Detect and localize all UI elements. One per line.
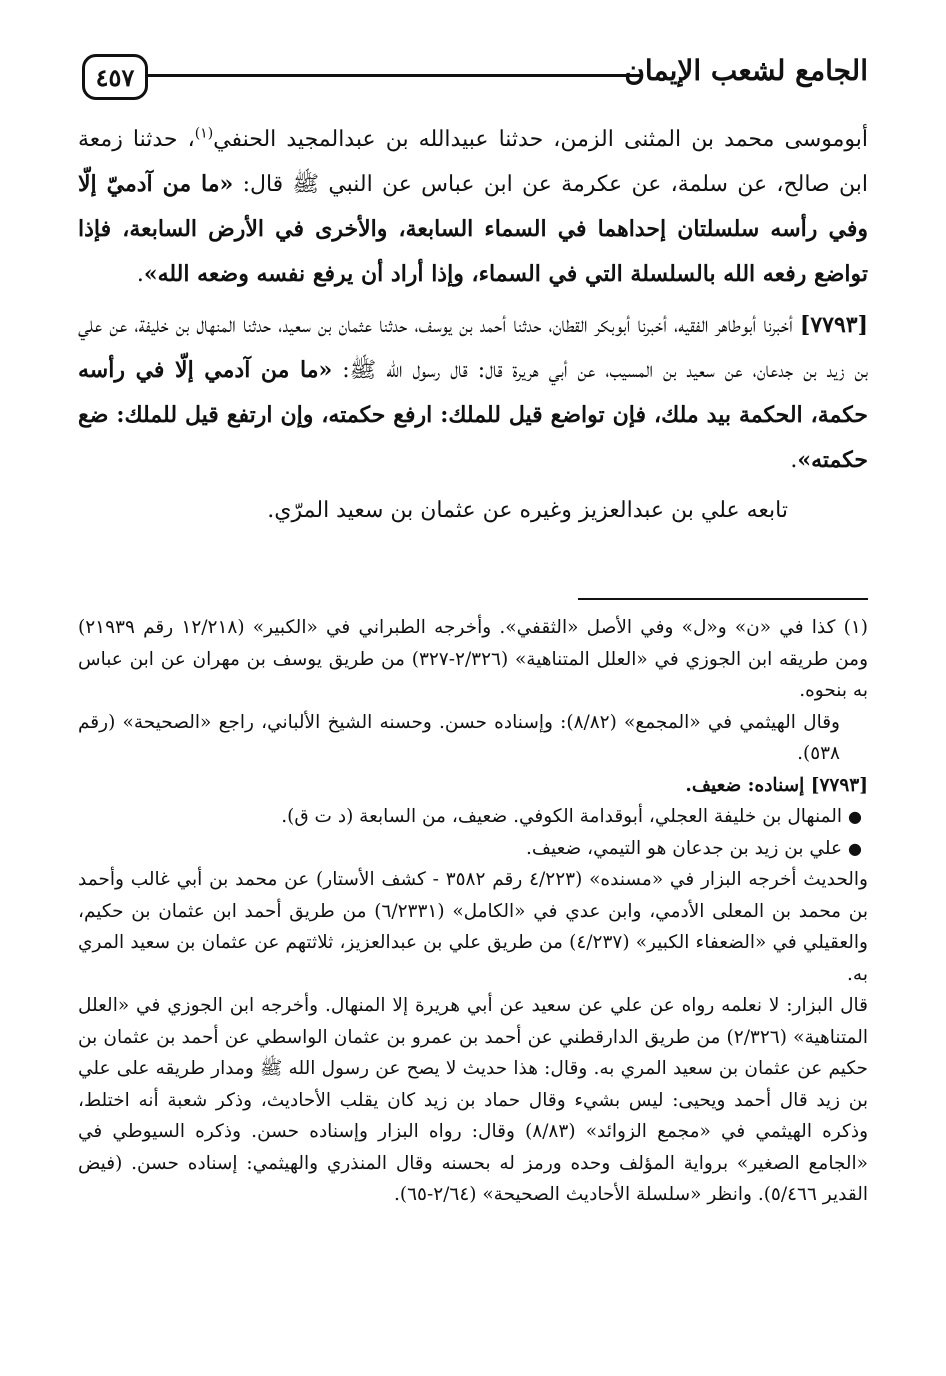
- commentary-paragraph: والحديث أخرجه البزار في «مسنده» (٤/٢٢٣ رقم ٣٥٨٢ - كشف الأستار) عن محمد بن أبي غالب وأحمد بن محمد بن المعلى الأدمي، وابن عدي في «الكامل» (٦/٢٣٣١) من طريق أحمد ابن عثمان بن حكيم، والعقيلي في «الضعفاء الكبير» (٤/٢٣٧) من طريق علي بن عبدالعزيز، ثلاثتهم عن عثمان بن سعيد المري به.: [78, 869, 868, 985]
- hadith-number: [٧٧٩٣]: [799, 312, 868, 338]
- para-end: .: [790, 448, 798, 473]
- commentary-paragraph: قال البزار: لا نعلمه رواه عن علي عن سعيد عن أبي هريرة إلا المنهال. وأخرجه ابن الجوزي في «العلل المتناهية» (٢/٣٢٦) من طريق الدارقطني عن أحمد بن عمرو بن عثمان الواسطي عن أحمد بن عثمان بن حكيم عن عثمان بن سعيد المري به. وقال: هذا حديث لا يصح عن رسول الله ﷺ ومدار طريقه على علي بن زيد قال أحمد ويحيى: ليس بشيء وقال حماد بن زيد كان يقلب الأحاديث، وذكر شعبة أنه اختلط، وذكره الهيثمي في «مجمع الزوائد» (٨/٨٣) وقال: رواه البزار وإسناده حسن. وذكره السيوطي في «الجامع الصغير» برواية المؤلف وحده ورمز له بحسنه وقال المنذري والهيثمي: إسناده حسن. (فيض القدير ٥/٤٦٦). وانظر «سلسلة الأحاديث الصحيحة» (٢/٦٤-٦٥).: [78, 995, 869, 1205]
- follow-up-note: تابعه علي بن عبدالعزيز وغيره عن عثمان بن سعيد المرّي.: [267, 498, 788, 523]
- bullet-text: علي بن زيد بن جدعان هو التيمي، ضعيف.: [526, 837, 842, 859]
- footnotes: [78, 612, 868, 1211]
- running-title: الجامع لشعب الإيمان: [624, 54, 868, 87]
- bullet-icon: ●: [848, 807, 862, 826]
- commentary-heading: [٧٧٩٣] إسناده: ضعيف.: [685, 774, 868, 796]
- hadith-matn: «ما من آدمي إلّا في رأسه حكمة، الحكمة بيد ملك، فإن تواضع قيل للملك: ارفع حكمته، وإن ارتفع قيل للملك: ضع حكمته»: [78, 357, 868, 473]
- bullet-icon: ●: [848, 838, 862, 858]
- hadith-matn: «ما من آدميّ إلّا وفي رأسه سلسلتان إحداهما في السماء السابعة، والأخرى في الأرض السابعة، فإذا تواضع رفعه الله بالسلسلة التي في السماء، وإذا أراد أن يرفع نفسه وضعه الله»: [78, 171, 868, 287]
- bullet-item: [78, 801, 868, 833]
- main-text: [78, 118, 868, 533]
- footnote-ref: (١): [194, 125, 214, 142]
- footnote-separator: [578, 598, 868, 600]
- isnad-text: أخبرنا أبوطاهر الفقيه، أخبرنا أبوبكر القطان، حدثنا أحمد بن يوسف، حدثنا عثمان بن سعيد، حدثنا المنهال بن خليفة، عن علي بن زيد بن جدعان، عن سعيد بن المسيب، عن أبي هريرة قال: قال رسول الله ﷺ:: [78, 313, 869, 383]
- footnote-1: (١) كذا في «ن» و«ل» وفي الأصل «الثقفي». وأخرجه الطبراني في «الكبير» (١٢/٢١٨ رقم ٢١٩٣٩) ومن طريقه ابن الجوزي في «العلل المتناهية» (٢/٣٢٦-٣٢٧) من طريق يوسف بن مهران عن ابن عباس به بنحوه.: [78, 617, 869, 701]
- isnad-text-2: ، حدثنا زمعة ابن صالح، عن سلمة، عن عكرمة عن ابن عباس عن النبي ﷺ قال:: [78, 127, 868, 197]
- page-header: [78, 50, 868, 110]
- header-rule: [148, 74, 643, 77]
- paragraph-hadith-7793: [78, 303, 868, 483]
- footnote-1-continued: وقال الهيثمي في «المجمع» (٨/٨٢): وإسناده حسن. وحسنه الشيخ الألباني، راجع «الصحيحة» (رقم ٥٣٨).: [78, 711, 840, 764]
- paragraph-hadith-1: [78, 118, 868, 297]
- page-number-text: ٤٥٧: [95, 62, 135, 92]
- page-number: [82, 54, 148, 100]
- isnad-text: أبوموسى محمد بن المثنى الزمن، حدثنا عبيدالله بن عبدالمجيد الحنفي: [213, 127, 869, 152]
- bullet-item: [78, 833, 868, 865]
- para-end: .: [136, 262, 144, 287]
- bullet-text: المنهال بن خليفة العجلي، أبوقدامة الكوفي. ضعيف، من السابعة (د ت ق).: [281, 806, 842, 827]
